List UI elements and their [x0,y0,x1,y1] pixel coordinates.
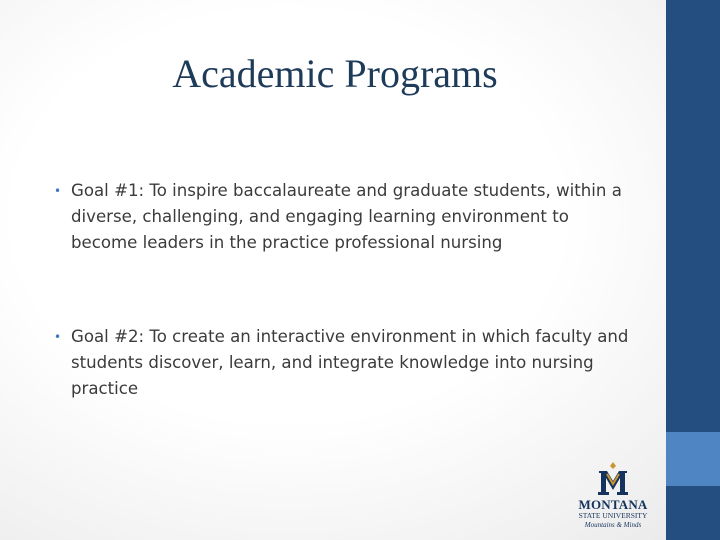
side-accent-square [666,432,720,486]
bullet-item-goal-2 [54,324,639,402]
university-logo [565,456,661,536]
bullet-marker: • [54,184,62,198]
bullet-text: Goal #1: To inspire baccalaureate and graduate students, within a diverse, challenging, and engaging learning environment to become leaders in the practice professional nursing [71,181,622,252]
logo-tagline-text: Mountains & Minds [584,521,642,529]
slide-title: Academic Programs [172,51,498,96]
logo-subtitle-text: STATE UNIVERSITY [578,511,648,520]
logo-name-text: MONTANA [578,497,648,512]
montana-m-icon [595,462,631,496]
bullet-item-goal-1 [54,178,639,256]
bullet-text: Goal #2: To create an interactive environment in which faculty and students discover, learn, and integrate knowledge into nursing practice [71,327,629,398]
bullet-list [54,178,639,402]
bullet-marker: • [54,330,62,344]
